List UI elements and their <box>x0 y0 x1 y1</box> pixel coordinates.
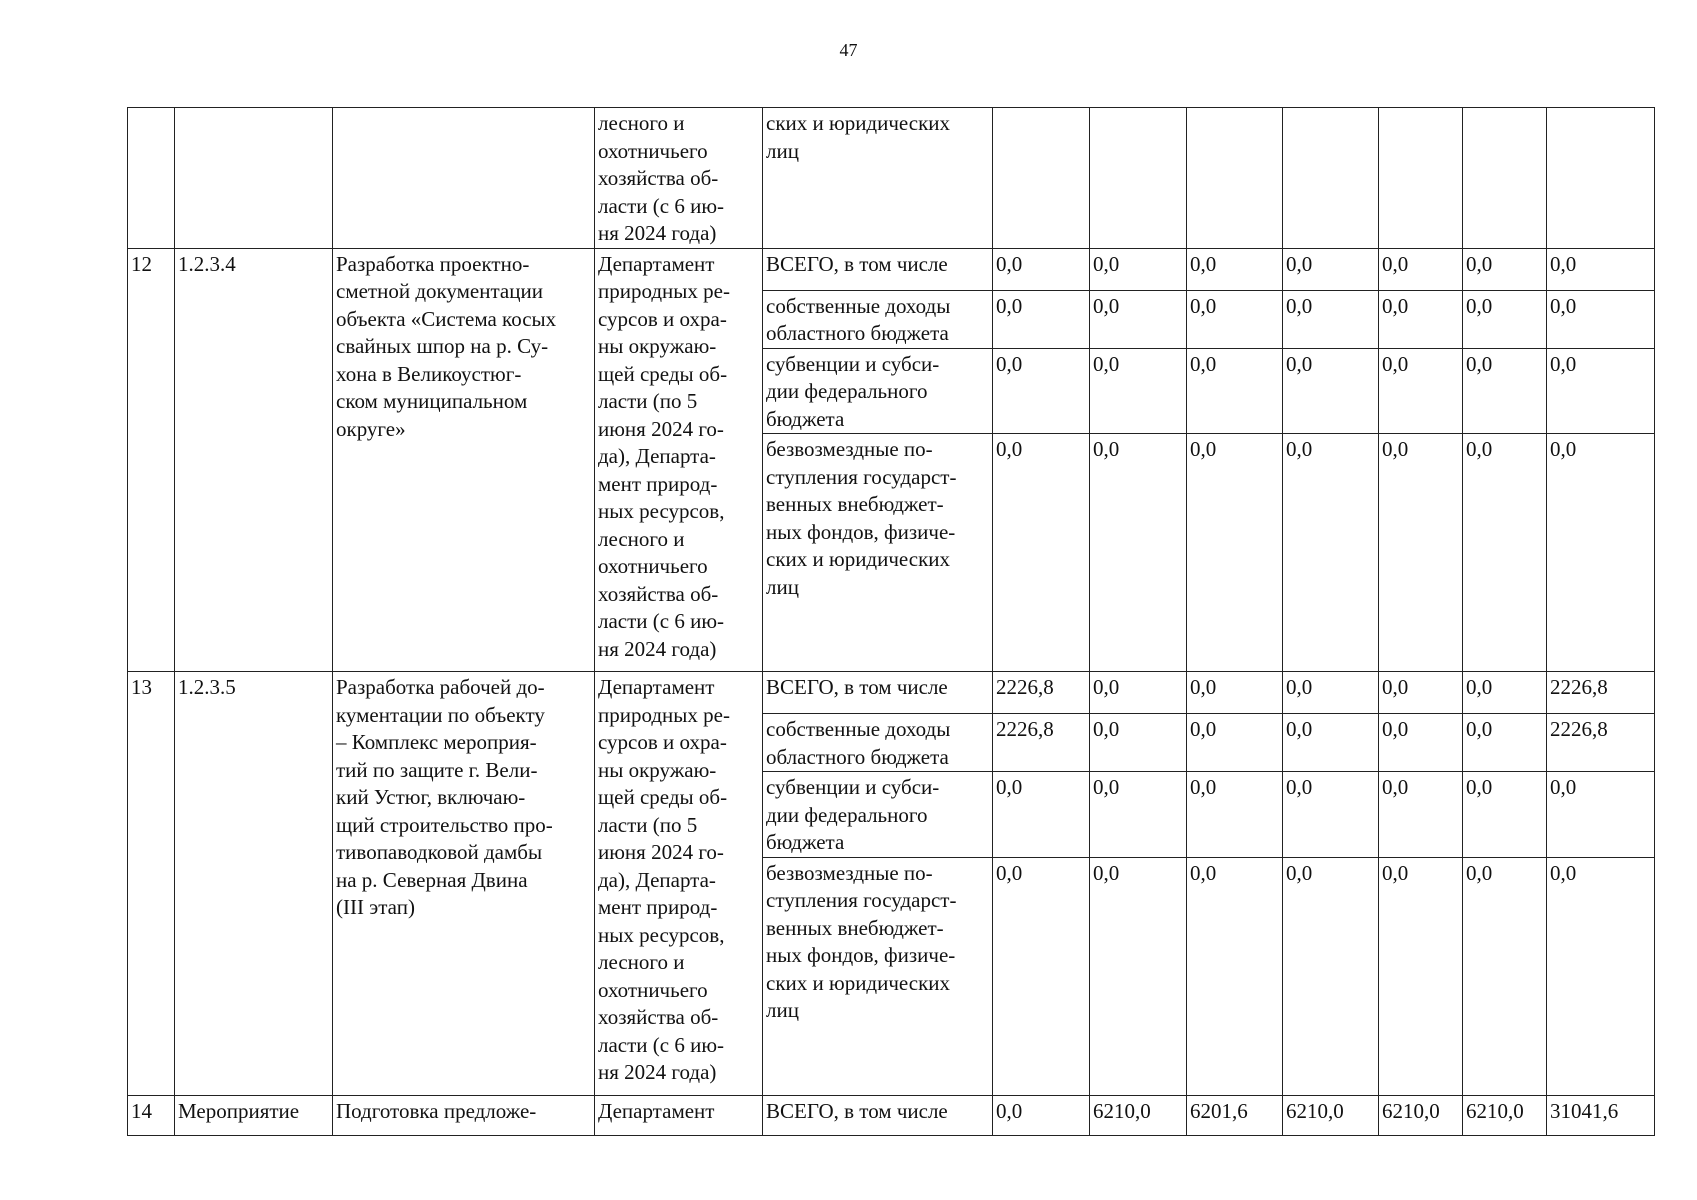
value-cell: 0,0 <box>993 248 1090 290</box>
responsible-cell-line: охотничьего <box>598 977 708 1002</box>
table-body <box>128 108 1655 1136</box>
responsible-cell-line: ласти (с 6 ию- <box>598 1032 725 1057</box>
value-cell: 0,0 <box>1463 290 1547 348</box>
source-cell-line: областного бюджета <box>766 321 949 345</box>
value-cell: 0,0 <box>1187 672 1283 714</box>
title-cell-line: щий строительство про- <box>336 812 553 837</box>
value-cell: 0,0 <box>1463 857 1547 1095</box>
source-cell-line: венных внебюджет- <box>766 915 944 940</box>
source-cell-line: ступления государст- <box>766 888 957 912</box>
responsible-cell-line: ны окружаю- <box>598 757 717 782</box>
source-cell <box>763 108 993 249</box>
title-cell-line: тивопаводковой дамбы <box>336 840 543 864</box>
responsible-cell-line: ных ресурсов, <box>598 922 725 947</box>
value-cell: 0,0 <box>1090 348 1187 434</box>
source-cell-line: ВСЕГО, в том числе <box>766 675 948 699</box>
source-cell-line: ных фондов, физиче- <box>766 519 956 544</box>
value-cell: 0,0 <box>993 1095 1090 1135</box>
value-cell: 0,0 <box>993 348 1090 434</box>
source-cell-line: дии федерального <box>766 379 928 403</box>
title-cell-line: кументации по объекту <box>336 702 545 727</box>
row-number-cell: 13 <box>128 672 175 1096</box>
value-cell <box>1283 108 1379 249</box>
responsible-cell-line: июня 2024 го- <box>598 416 724 441</box>
value-cell: 0,0 <box>1187 434 1283 672</box>
value-cell: 0,0 <box>1090 714 1187 772</box>
source-cell <box>763 772 993 858</box>
source-cell <box>763 857 993 1095</box>
source-cell-line: областного бюджета <box>766 744 949 769</box>
responsible-cell-line: лесного и <box>598 111 685 135</box>
value-cell: 0,0 <box>1187 857 1283 1095</box>
title-cell-line: ском муниципальном <box>336 389 528 413</box>
responsible-cell-line: ня 2024 года) <box>598 1060 717 1084</box>
title-cell-line: тий по защите г. Вели- <box>336 757 538 782</box>
value-cell: 0,0 <box>1547 434 1655 672</box>
source-cell-line: ступления государст- <box>766 464 957 489</box>
source-cell-line: лиц <box>766 998 799 1022</box>
value-cell: 0,0 <box>993 857 1090 1095</box>
source-cell-line: субвенции и субси- <box>766 351 940 376</box>
responsible-cell-line: ня 2024 года) <box>598 221 717 245</box>
source-cell-line: безвозмездные по- <box>766 437 933 461</box>
responsible-cell-line: сурсов и охра- <box>598 306 727 331</box>
responsible-cell-line: ласти (с 6 ию- <box>598 193 725 218</box>
source-cell-line: дии федерального <box>766 802 928 827</box>
source-cell <box>763 290 993 348</box>
table-row <box>128 248 1655 290</box>
title-cell <box>333 108 595 249</box>
source-cell <box>763 434 993 672</box>
value-cell: 0,0 <box>1379 248 1463 290</box>
value-cell: 0,0 <box>1547 290 1655 348</box>
row-number-cell: 14 <box>128 1095 175 1135</box>
responsible-cell-line: мент природ- <box>598 895 718 919</box>
value-cell: 0,0 <box>1463 248 1547 290</box>
value-cell: 0,0 <box>1090 772 1187 858</box>
value-cell <box>993 108 1090 249</box>
responsible-cell-line: охотничьего <box>598 138 708 163</box>
value-cell: 0,0 <box>1379 672 1463 714</box>
value-cell: 0,0 <box>1090 434 1187 672</box>
responsible-cell-line: хозяйства об- <box>598 1005 719 1029</box>
value-cell: 2226,8 <box>1547 672 1655 714</box>
responsible-cell-line: ласти (с 6 ию- <box>598 609 725 633</box>
responsible-cell-line: да), Департа- <box>598 867 716 892</box>
source-cell-line: собственные доходы <box>766 293 951 318</box>
source-cell-line: лиц <box>766 138 799 163</box>
value-cell: 0,0 <box>1379 290 1463 348</box>
value-cell: 31041,6 <box>1547 1095 1655 1135</box>
value-cell <box>1090 108 1187 249</box>
value-cell: 0,0 <box>1547 248 1655 290</box>
title-cell <box>333 248 595 672</box>
title-cell-line: – Комплекс мероприя- <box>336 730 537 754</box>
source-cell-line: ВСЕГО, в том числе <box>766 251 948 276</box>
value-cell: 0,0 <box>1463 434 1547 672</box>
responsible-cell-line: хозяйства об- <box>598 166 719 190</box>
source-cell-line: венных внебюджет- <box>766 492 944 516</box>
responsible-cell-line: ны окружаю- <box>598 334 717 358</box>
responsible-cell-line: лесного и <box>598 526 685 551</box>
source-cell <box>763 672 993 714</box>
title-cell: Подготовка предложе- <box>333 1095 595 1135</box>
responsible-cell-line: июня 2024 го- <box>598 840 724 864</box>
value-cell: 0,0 <box>1187 348 1283 434</box>
title-cell-line: (III этап) <box>336 895 415 919</box>
code-cell <box>175 108 333 249</box>
value-cell: 0,0 <box>1090 290 1187 348</box>
value-cell: 6201,6 <box>1187 1095 1283 1135</box>
value-cell: 0,0 <box>1283 772 1379 858</box>
value-cell: 0,0 <box>1283 857 1379 1095</box>
value-cell: 0,0 <box>1463 672 1547 714</box>
responsible-cell-line: Департамент <box>598 675 715 699</box>
source-cell-line: ских и юридических <box>766 970 951 995</box>
title-cell-line: сметной документации <box>336 279 543 303</box>
value-cell: 0,0 <box>1283 434 1379 672</box>
responsible-cell-line: лесного и <box>598 950 685 974</box>
source-cell-line: собственные доходы <box>766 717 951 741</box>
value-cell: 0,0 <box>1187 290 1283 348</box>
value-cell: 2226,8 <box>993 672 1090 714</box>
table-row <box>128 672 1655 714</box>
source-cell-line: ских и юридических <box>766 547 951 571</box>
responsible-cell <box>595 108 763 249</box>
value-cell: 0,0 <box>1283 348 1379 434</box>
row-number-cell <box>128 108 175 249</box>
value-cell: 0,0 <box>993 434 1090 672</box>
value-cell: 0,0 <box>1283 248 1379 290</box>
budget-table <box>127 107 1655 1136</box>
title-cell-line: свайных шпор на р. Су- <box>336 334 549 358</box>
value-cell: 0,0 <box>1090 857 1187 1095</box>
source-cell-line: бюджета <box>766 830 845 854</box>
value-cell: 0,0 <box>1463 772 1547 858</box>
source-cell-line: ских и юридических <box>766 111 951 135</box>
value-cell: 0,0 <box>1283 672 1379 714</box>
value-cell: 0,0 <box>1187 248 1283 290</box>
value-cell: 0,0 <box>1547 772 1655 858</box>
value-cell: 0,0 <box>1187 714 1283 772</box>
page-number: 47 <box>839 40 858 60</box>
value-cell <box>1187 108 1283 249</box>
responsible-cell-line: охотничьего <box>598 554 708 578</box>
value-cell: 2226,8 <box>1547 714 1655 772</box>
title-cell-line: кий Устюг, включаю- <box>336 785 526 809</box>
source-cell-line: бюджета <box>766 406 845 431</box>
value-cell: 0,0 <box>1547 348 1655 434</box>
title-cell-line: округе» <box>336 416 406 441</box>
value-cell: 0,0 <box>1379 714 1463 772</box>
value-cell: 0,0 <box>1379 348 1463 434</box>
responsible-cell <box>595 672 763 1096</box>
value-cell: 0,0 <box>1547 857 1655 1095</box>
value-cell: 0,0 <box>1283 714 1379 772</box>
source-cell-line: субвенции и субси- <box>766 775 940 799</box>
responsible-cell-line: мент природ- <box>598 471 718 496</box>
responsible-cell-line: сурсов и охра- <box>598 730 727 754</box>
value-cell: 0,0 <box>1379 772 1463 858</box>
responsible-cell-line: ласти (по 5 <box>598 812 698 837</box>
value-cell: 6210,0 <box>1379 1095 1463 1135</box>
value-cell: 0,0 <box>1379 857 1463 1095</box>
responsible-cell-line: ласти (по 5 <box>598 389 698 413</box>
code-cell: 1.2.3.4 <box>175 248 333 672</box>
table-row <box>128 1095 1655 1135</box>
source-cell: ВСЕГО, в том числе <box>763 1095 993 1135</box>
value-cell: 0,0 <box>1187 772 1283 858</box>
value-cell: 0,0 <box>1090 672 1187 714</box>
value-cell: 0,0 <box>993 290 1090 348</box>
responsible-cell: Департамент <box>595 1095 763 1135</box>
source-cell-line: безвозмездные по- <box>766 860 933 885</box>
value-cell: 0,0 <box>1090 248 1187 290</box>
source-cell <box>763 248 993 290</box>
table-row <box>128 108 1655 249</box>
value-cell: 0,0 <box>1463 348 1547 434</box>
code-cell: 1.2.3.5 <box>175 672 333 1096</box>
value-cell: 0,0 <box>993 772 1090 858</box>
value-cell: 6210,0 <box>1283 1095 1379 1135</box>
title-cell <box>333 672 595 1096</box>
row-number-cell: 12 <box>128 248 175 672</box>
title-cell-line: на р. Северная Двина <box>336 867 528 892</box>
value-cell: 6210,0 <box>1090 1095 1187 1135</box>
title-cell-line: Разработка рабочей до- <box>336 675 545 699</box>
responsible-cell-line: природных ре- <box>598 279 730 303</box>
responsible-cell-line: да), Департа- <box>598 444 716 468</box>
source-cell <box>763 714 993 772</box>
source-cell-line: ных фондов, физиче- <box>766 943 956 967</box>
source-cell <box>763 348 993 434</box>
responsible-cell-line: щей среды об- <box>598 785 728 809</box>
title-cell-line: объекта «Система косых <box>336 306 557 331</box>
responsible-cell-line: ных ресурсов, <box>598 499 725 523</box>
responsible-cell-line: Департамент <box>598 251 715 276</box>
value-cell <box>1547 108 1655 249</box>
value-cell: 2226,8 <box>993 714 1090 772</box>
responsible-cell-line: щей среды об- <box>598 361 728 386</box>
value-cell <box>1379 108 1463 249</box>
value-cell: 6210,0 <box>1463 1095 1547 1135</box>
responsible-cell-line: природных ре- <box>598 702 730 727</box>
title-cell-line: хона в Великоустюг- <box>336 361 522 386</box>
responsible-cell-line: ня 2024 года) <box>598 636 717 661</box>
code-cell: Мероприятие <box>175 1095 333 1135</box>
responsible-cell-line: хозяйства об- <box>598 581 719 606</box>
value-cell <box>1463 108 1547 249</box>
title-cell-line: Разработка проектно- <box>336 251 530 276</box>
value-cell: 0,0 <box>1463 714 1547 772</box>
value-cell: 0,0 <box>1283 290 1379 348</box>
source-cell-line: лиц <box>766 574 799 599</box>
responsible-cell <box>595 248 763 672</box>
value-cell: 0,0 <box>1379 434 1463 672</box>
